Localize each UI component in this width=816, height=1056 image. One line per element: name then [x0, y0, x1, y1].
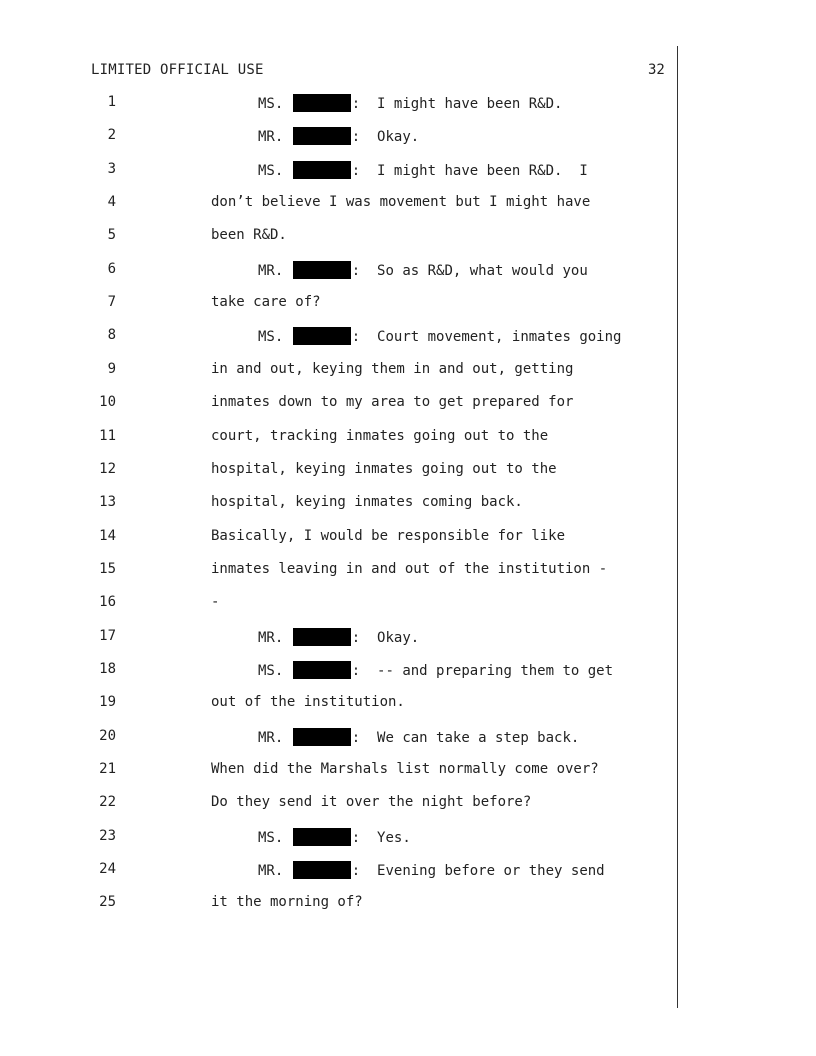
- speaker-turn: MS. : I might have been R&D.: [258, 96, 563, 112]
- page-number: 32: [648, 62, 665, 78]
- speech-text: Okay.: [377, 129, 420, 146]
- transcript-line: [0, 828, 676, 850]
- speech-text: take care of?: [211, 294, 321, 311]
- continuation-text: [211, 227, 287, 243]
- speech-text: We can take a step back.: [377, 729, 580, 746]
- redaction-box: [293, 728, 351, 746]
- transcript-line: [0, 461, 676, 483]
- transcript-line: [0, 594, 676, 616]
- line-number: 16: [99, 594, 116, 611]
- speaker-turn: MS. : -- and preparing them to get: [258, 662, 614, 679]
- speaker-turn: MR. : Evening before or they send: [258, 863, 605, 880]
- line-number: 14: [99, 527, 116, 544]
- continuation-text: [211, 561, 607, 577]
- transcript-line: [0, 161, 676, 183]
- transcript-line: [0, 494, 676, 516]
- continuation-text: [211, 894, 363, 910]
- speaker-turn: MR. : So as R&D, what would you: [258, 262, 588, 279]
- speaker-title: MR.: [258, 262, 284, 279]
- speech-text: -- and preparing them to get: [377, 662, 614, 679]
- line-number: 12: [99, 460, 116, 477]
- transcript-line: [0, 661, 676, 683]
- speech-text: hospital, keying inmates going out to the: [211, 460, 557, 477]
- line-number: 15: [99, 560, 116, 577]
- line-number: 21: [99, 761, 116, 777]
- line-number: 8: [107, 327, 116, 344]
- speech-text: When did the Marshals list normally come over?: [211, 761, 599, 777]
- line-number: 9: [107, 360, 116, 377]
- redaction-box: [293, 327, 351, 345]
- speaker-title: MS.: [258, 329, 284, 346]
- speech-text: court, tracking inmates going out to the: [211, 427, 549, 444]
- speech-text: in and out, keying them in and out, getting: [211, 360, 574, 377]
- line-number: 13: [99, 494, 116, 511]
- transcript-line: [0, 127, 676, 149]
- redaction-box: [293, 661, 351, 679]
- line-number: 24: [99, 861, 116, 878]
- speech-text: Basically, I would be responsible for like: [211, 527, 566, 544]
- continuation-text: [211, 494, 523, 510]
- speaker-turn: MR. : We can take a step back.: [258, 729, 580, 746]
- line-number: 19: [99, 694, 116, 711]
- transcript-line: [0, 227, 676, 249]
- continuation-text: [211, 761, 599, 777]
- line-number: 6: [107, 260, 116, 277]
- line-number: 3: [107, 160, 116, 177]
- line-number: 18: [99, 660, 116, 677]
- transcript-line: [0, 694, 676, 716]
- line-number: 2: [107, 127, 116, 144]
- speech-text: Do they send it over the night before?: [211, 794, 532, 811]
- transcript-line: [0, 327, 676, 349]
- line-number: 5: [107, 227, 116, 244]
- page-header-classification: LIMITED OFFICIAL USE: [91, 62, 264, 78]
- speaker-title: MS.: [258, 829, 284, 846]
- transcript-line: [0, 861, 676, 883]
- transcript-line: [0, 561, 676, 583]
- speaker-turn: MR. : Okay.: [258, 129, 420, 146]
- speech-text: Evening before or they send: [377, 863, 605, 880]
- speaker-turn: MS. : I might have been R&D. I: [258, 162, 588, 179]
- transcript-line: [0, 194, 676, 216]
- speaker-title: MS.: [258, 162, 284, 179]
- redaction-box: [293, 161, 351, 179]
- transcript-line: [0, 428, 676, 450]
- speaker-title: MR.: [258, 129, 284, 146]
- speaker-turn: MS. : Yes.: [258, 829, 411, 846]
- speaker-title: MS.: [258, 662, 284, 679]
- speaker-title: MR.: [258, 729, 284, 746]
- speech-text: don’t believe I was movement but I might have: [211, 194, 591, 211]
- continuation-text: [211, 461, 557, 477]
- speech-text: Okay.: [377, 629, 420, 646]
- speech-text: inmates down to my area to get prepared for: [211, 394, 574, 411]
- continuation-text: [211, 394, 573, 410]
- speech-text: -: [211, 594, 220, 611]
- transcript-line: [0, 728, 676, 750]
- right-margin-rule: [677, 46, 678, 1008]
- line-number: 20: [99, 727, 116, 744]
- continuation-text: [211, 194, 590, 210]
- line-number: 1: [107, 94, 116, 110]
- speech-text: out of the institution.: [211, 694, 405, 711]
- continuation-text: [211, 594, 219, 610]
- redaction-box: [293, 94, 351, 112]
- speaker-turn: MS. : Court movement, inmates going: [258, 329, 622, 346]
- line-number: 11: [99, 427, 116, 444]
- redaction-box: [293, 127, 351, 145]
- speech-text: Yes.: [377, 829, 411, 846]
- continuation-text: [211, 528, 565, 544]
- speech-text: I might have been R&D. I: [377, 162, 588, 179]
- speech-text: hospital, keying inmates coming back.: [211, 494, 523, 511]
- line-number: 4: [107, 194, 116, 211]
- speech-text: it the morning of?: [211, 894, 363, 911]
- redaction-box: [293, 861, 351, 879]
- speaker-title: MR.: [258, 629, 284, 646]
- speech-text: inmates leaving in and out of the institution -: [211, 560, 608, 577]
- transcript-line: [0, 94, 676, 116]
- continuation-text: [211, 294, 321, 310]
- transcript-line: [0, 894, 676, 916]
- line-number: 17: [99, 627, 116, 644]
- line-number: 10: [99, 394, 116, 411]
- transcript-line: [0, 361, 676, 383]
- redaction-box: [293, 628, 351, 646]
- speech-text: I might have been R&D.: [377, 96, 563, 112]
- redaction-box: [293, 261, 351, 279]
- continuation-text: [211, 694, 405, 710]
- transcript-line: [0, 794, 676, 816]
- transcript-line: [0, 761, 676, 783]
- transcript-line: [0, 528, 676, 550]
- continuation-text: [211, 794, 531, 810]
- speech-text: been R&D.: [211, 227, 287, 244]
- continuation-text: [211, 428, 548, 444]
- transcript-line: [0, 628, 676, 650]
- transcript-line: [0, 261, 676, 283]
- redaction-box: [293, 828, 351, 846]
- line-number: 25: [99, 894, 116, 911]
- line-number: 23: [99, 827, 116, 844]
- line-number: 22: [99, 794, 116, 811]
- speaker-title: MR.: [258, 863, 284, 880]
- transcript-line: [0, 394, 676, 416]
- transcript-line: [0, 294, 676, 316]
- continuation-text: [211, 361, 573, 377]
- speech-text: So as R&D, what would you: [377, 262, 588, 279]
- speaker-title: MS.: [258, 96, 284, 112]
- speech-text: Court movement, inmates going: [377, 329, 622, 346]
- speaker-turn: MR. : Okay.: [258, 629, 420, 646]
- line-number: 7: [107, 294, 116, 311]
